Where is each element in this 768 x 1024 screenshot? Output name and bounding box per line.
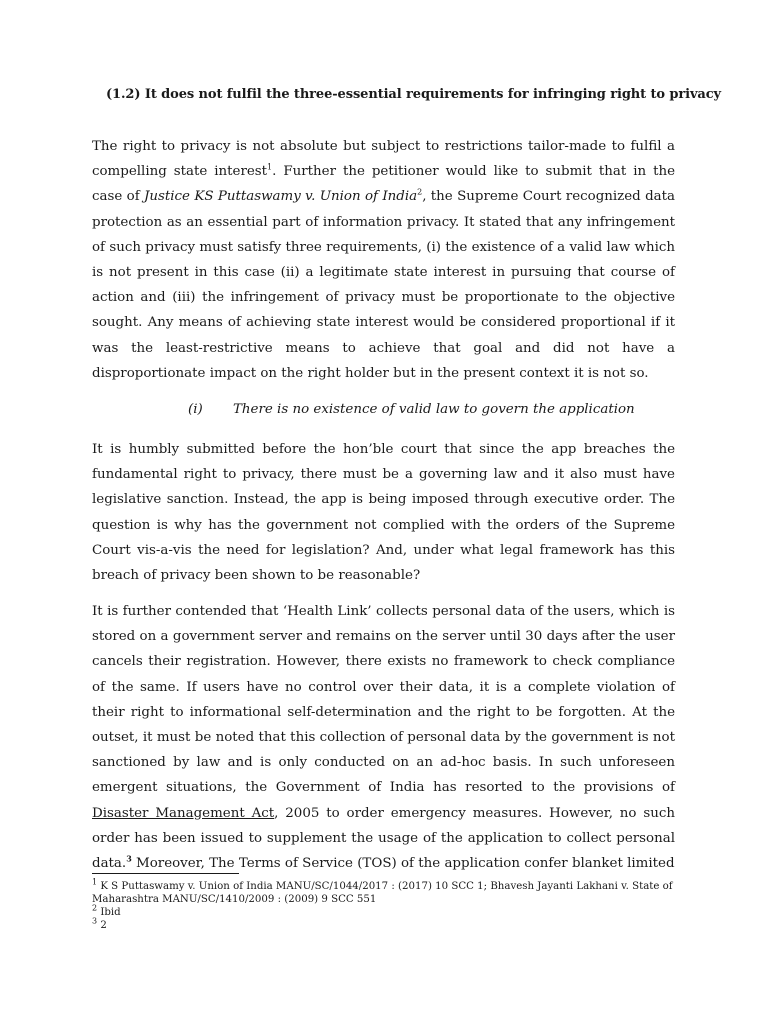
footnote-2 <box>92 903 675 919</box>
footnote-1 <box>92 877 675 906</box>
paragraph-governing-law <box>92 437 675 588</box>
subheading-text: There is no existence of valid law to govern the application <box>233 402 635 417</box>
para2-text: It is humbly submitted before the hon’ble court that since the app breaches the fundamental right to privacy, there must be a governing law and it also must have legislative sanction. Instead, the app is being imposed through executive order. The question is why has the government not complied with the orders of the Supreme Court vis-a-vis the need for legislation? And, under what legal framework has this breach of privacy been shown to be reasonable? <box>92 442 675 584</box>
paragraph-health-link <box>92 599 675 876</box>
footnote-mark: 3 <box>92 916 98 926</box>
para1-text-b: . Further the petitioner would like to submit that in the case of <box>92 164 675 205</box>
footnote-text: 2 <box>97 920 107 931</box>
subheading-number: (i) <box>188 402 203 417</box>
footnote-divider <box>92 873 239 874</box>
para3-text-c: Moreover, The Terms of Service (TOS) of the application confer blanket limited <box>131 856 675 872</box>
paragraph-privacy-requirements <box>92 134 675 386</box>
footnote-text: K S Puttaswamy v. Union of India MANU/SC/1044/2017 : (2017) 10 SCC 1; Bhavesh Jayanti Lakhani v. State of Maharashtra MANU/SC/1410/2009 : (2009) 9 SCC 551 <box>92 881 673 905</box>
case-name: Justice KS Puttaswamy v. Union of India <box>144 189 418 205</box>
para1-text-c: , the Supreme Court recognized data protection as an essential part of information privacy. It stated that any infringement of such privacy must satisfy three requirements, (i) the existence of a valid law which is not present in this case (ii) a legitimate state interest in pursuing that course of action and (iii) the infringement of privacy must be proportionate to the objective sought. Any means of achieving state interest would be considered proportional if it was the least-restrictive means to achieve that goal and did not have a disproportionate impact on the right holder but in the present context it is not so. <box>92 189 675 381</box>
disaster-management-act-link[interactable]: Disaster Management Act <box>92 805 275 821</box>
para3-text-a: It is further contended that ‘Health Link’ collects personal data of the users, which is stored on a government server and remains on the server until 30 days after the user cancels their registration. However, there exists no framework to check compliance of the same. If users have no control over their data, it is a complete violation of their right to informational self-determination and the right to be forgotten. At the outset, it must be noted that this collection of personal data by the government is not sanctioned by law and is only conducted on an ad-hoc basis. In such unforeseen emergent situations, the Government of India has resorted to the provisions of <box>92 604 675 796</box>
footnote-3 <box>92 916 675 932</box>
footnote-mark: 2 <box>92 903 98 913</box>
para1-text-a: The right to privacy is not absolute but subject to restrictions tailor-made to fulfil a compelling state interest <box>92 139 675 180</box>
section-heading: (1.2) It does not fulfil the three-essential requirements for infringing right to privacy <box>106 87 722 102</box>
footnote-ref-1[interactable]: 1 <box>267 162 273 172</box>
para3-text-b: , 2005 to order emergency measures. However, no such order has been issued to supplement the usage of the application to collect personal data. <box>92 805 675 872</box>
footnotes <box>92 877 675 932</box>
footnote-ref-2[interactable]: 2 <box>417 187 423 197</box>
footnote-ref-3[interactable]: 3 <box>126 853 132 864</box>
footnote-text: Ibid <box>97 907 121 918</box>
footnote-mark: 1 <box>92 877 98 887</box>
